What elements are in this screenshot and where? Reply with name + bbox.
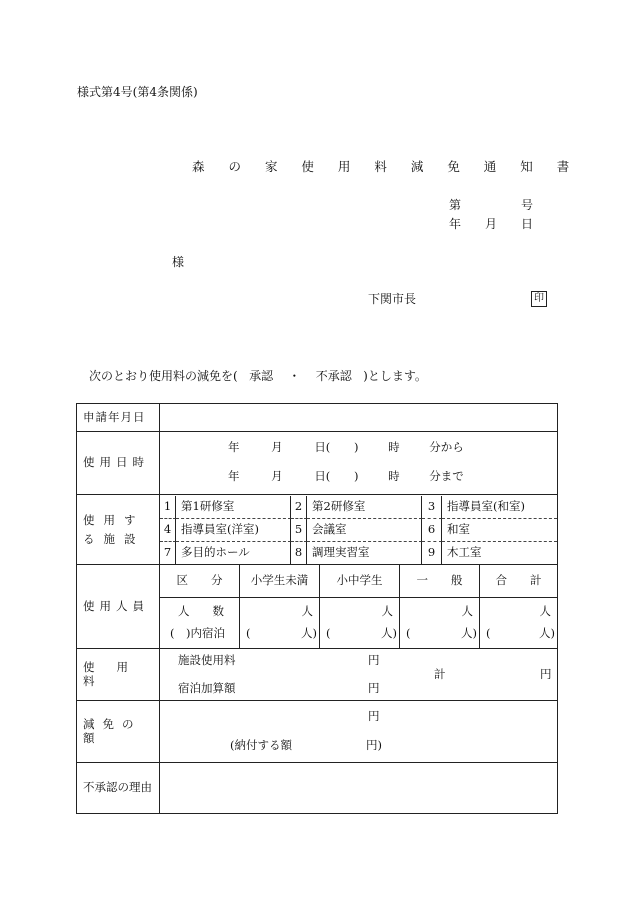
label-facility-text: 使用する施設 — [83, 513, 145, 546]
facility-option-9[interactable]: 木工室 — [447, 544, 482, 559]
label-fee: 使用料 — [77, 649, 160, 701]
datetime-start — [228, 442, 464, 454]
facility-option-8[interactable]: 調理実習室 — [307, 542, 422, 564]
start-paren: ) — [353, 440, 359, 454]
paid-amount-close: 円) — [366, 738, 382, 752]
facility-option-5[interactable]: 会議室 — [307, 519, 422, 542]
addressee-suffix: 様 — [172, 255, 185, 269]
row-reason — [77, 763, 558, 814]
facility-fee-yen: 円 — [368, 653, 380, 667]
facility-num-6: 6 — [422, 519, 442, 542]
field-fee[interactable] — [160, 649, 558, 701]
reduction-yen: 円 — [368, 709, 380, 723]
stay-fee-label: 宿泊加算額 — [178, 681, 236, 695]
people-header-total: 合 計 — [480, 565, 557, 598]
row-facility — [77, 495, 558, 565]
row-users — [77, 565, 558, 649]
facility-option-4[interactable]: 指導員室(洋室) — [176, 519, 291, 542]
date-year: 年 — [449, 217, 462, 231]
facility-num-5: 5 — [291, 519, 307, 542]
form-table — [76, 403, 558, 814]
label-facility — [77, 495, 160, 565]
people-header-preschool: 小学生未満 — [240, 565, 320, 598]
people-student-cell[interactable] — [320, 598, 400, 648]
people-total-stay-close: 人) — [539, 626, 555, 640]
people-general-stay-close: 人) — [461, 626, 477, 640]
facility-num-4: 4 — [160, 519, 176, 542]
people-general-cell[interactable] — [400, 598, 480, 648]
people-total-stay-open: ( — [486, 626, 491, 640]
seal: 印 — [531, 291, 547, 307]
people-student-stay-open: ( — [326, 626, 331, 640]
people-header-general: 一 般 — [400, 565, 480, 598]
facility-num-1: 1 — [160, 496, 176, 519]
facility-num-2: 2 — [291, 496, 307, 519]
facility-option-1[interactable]: 第1研修室 — [176, 496, 291, 519]
start-year: 年 — [228, 440, 240, 454]
facility-option-7[interactable]: 多目的ホール — [176, 542, 291, 564]
field-application-date[interactable] — [160, 404, 558, 432]
end-minute: 分まで — [429, 469, 464, 483]
field-reduction[interactable] — [160, 701, 558, 763]
users-grid — [160, 565, 558, 649]
facility-grid — [160, 495, 558, 565]
people-count-label: 人 数 — [178, 604, 224, 618]
datetime-end — [228, 471, 464, 483]
end-day: 日( — [314, 469, 331, 483]
end-paren: ) — [353, 469, 359, 483]
facility-num-7: 7 — [160, 542, 176, 564]
document-title: 森 の 家 使 用 料 減 免 通 知 書 — [192, 159, 580, 174]
issuer: 下関市長 — [368, 292, 417, 306]
intro-disapprove: 不承認 — [315, 369, 352, 383]
row-fee — [77, 649, 558, 701]
intro-prefix: 次のとおり使用料の減免を( — [89, 369, 238, 383]
intro-approve: 承認 — [249, 369, 274, 383]
people-preschool-unit: 人 — [301, 604, 313, 618]
intro-sentence — [89, 370, 427, 382]
paid-amount-label: (納付する額 — [230, 738, 292, 752]
people-general-stay-open: ( — [406, 626, 411, 640]
doc-no-go: 号 — [521, 198, 534, 212]
end-year: 年 — [228, 469, 240, 483]
people-header-student: 小中学生 — [320, 565, 400, 598]
row-reduction — [77, 701, 558, 763]
people-row-label — [160, 598, 240, 648]
form-number: 様式第4号(第4条関係) — [77, 85, 198, 99]
facility-fee-label: 施設使用料 — [178, 653, 236, 667]
facility-num-3: 3 — [422, 496, 442, 519]
people-total-unit: 人 — [539, 604, 551, 618]
label-reduction: 減免の額 — [77, 701, 160, 763]
stay-fee-yen: 円 — [368, 681, 380, 695]
people-stay-label: ( )内宿泊 — [170, 626, 225, 640]
intro-suffix: )とします。 — [363, 369, 427, 383]
end-hour: 時 — [388, 469, 400, 483]
people-preschool-stay-close: 人) — [301, 626, 317, 640]
field-reason[interactable] — [160, 763, 558, 814]
label-use-datetime: 使用日時 — [77, 432, 160, 495]
start-hour: 時 — [388, 440, 400, 454]
start-month: 月 — [271, 440, 283, 454]
field-use-datetime[interactable] — [160, 432, 558, 495]
date-day: 日 — [521, 217, 534, 231]
end-month: 月 — [271, 469, 283, 483]
people-student-stay-close: 人) — [381, 626, 397, 640]
facility-option-3[interactable]: 指導員室(和室) — [442, 496, 557, 519]
facility-option-2[interactable]: 第2研修室 — [307, 496, 422, 519]
date-month: 月 — [485, 217, 498, 231]
doc-no-dai: 第 — [449, 198, 462, 212]
people-preschool-stay-open: ( — [246, 626, 251, 640]
people-header-category: 区 分 — [160, 565, 240, 598]
label-users: 使用人員 — [77, 565, 160, 649]
facility-num-8: 8 — [291, 542, 307, 564]
start-day: 日( — [314, 440, 331, 454]
facility-option-6[interactable]: 和室 — [442, 519, 557, 542]
row-use-datetime — [77, 432, 558, 495]
people-general-unit: 人 — [461, 604, 473, 618]
people-student-unit: 人 — [381, 604, 393, 618]
intro-dot: ・ — [288, 369, 301, 383]
label-application-date: 申請年月日 — [77, 404, 160, 432]
fee-total-label: 計 — [434, 667, 446, 681]
people-preschool-cell[interactable] — [240, 598, 320, 648]
start-minute: 分から — [429, 440, 464, 454]
fee-total-yen: 円 — [540, 667, 552, 681]
row-application-date — [77, 404, 558, 432]
facility-num-9: 9 — [422, 542, 442, 564]
label-reason: 不承認の理由 — [77, 763, 160, 814]
people-total-cell[interactable] — [480, 598, 557, 648]
